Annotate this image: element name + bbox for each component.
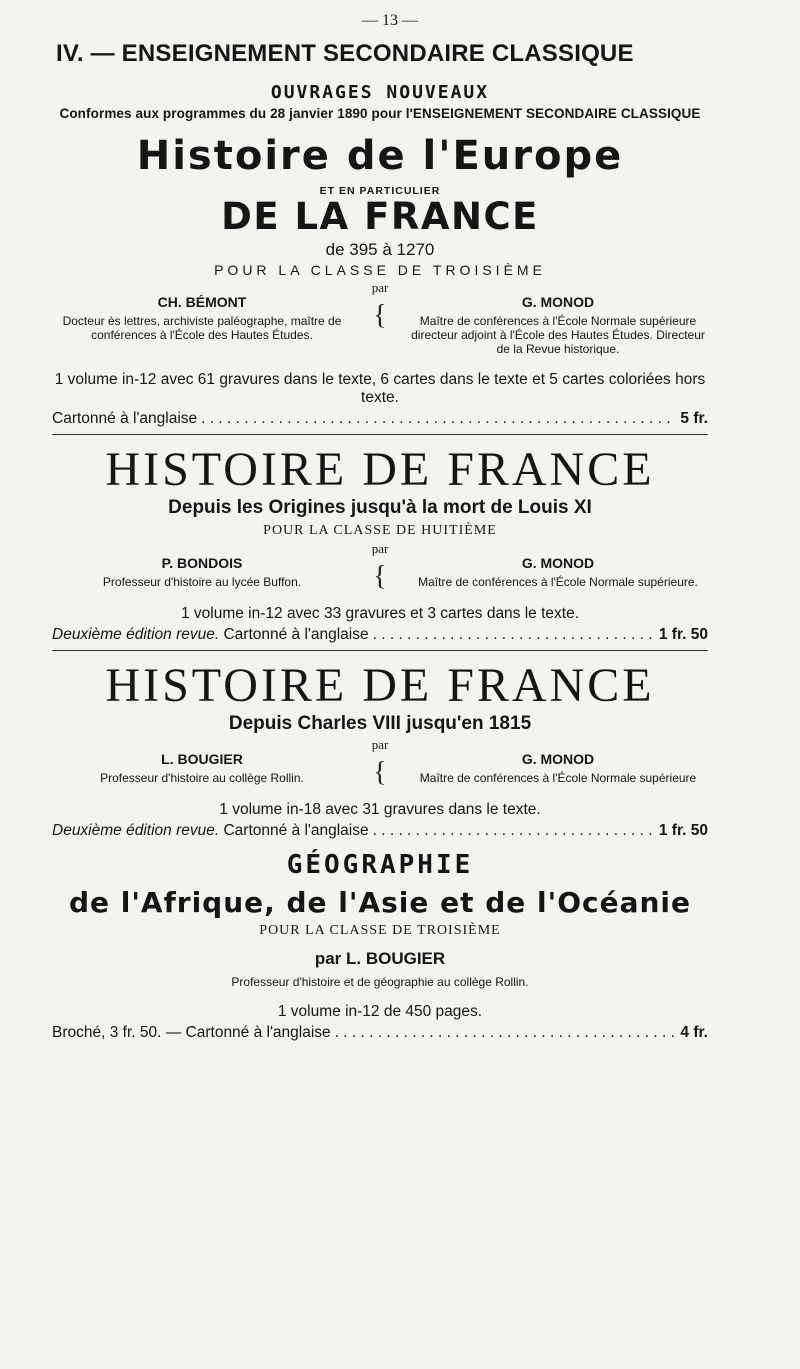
conformes-line: Conformes aux programmes du 28 janvier 1890 pour l'ENSEIGNEMENT SECONDAIRE CLASSIQUE [59, 106, 701, 121]
author-name: P. BONDOIS [161, 555, 243, 572]
ouvrages-heading: OUVRAGES NOUVEAUX [270, 82, 490, 103]
authors-block [52, 294, 708, 357]
price-line [52, 410, 708, 428]
section-title: IV. — ENSEIGNEMENT SECONDAIRE CLASSIQUE [56, 40, 634, 67]
author-name: L. BOUGIER [161, 751, 243, 768]
binding-text: Cartonné à l'anglaise [223, 822, 369, 840]
par-label: par [371, 737, 389, 753]
author-title: Professeur d'histoire au collège Rollin. [100, 771, 304, 786]
author-title: Maître de conférences à l'École Normale supérieure. [418, 575, 698, 590]
brace-divider: { [373, 757, 387, 789]
book-subtitle: ET EN PARTICULIER [319, 185, 441, 197]
price-line [52, 822, 708, 840]
leader-dots [335, 1024, 677, 1042]
author-left [52, 294, 352, 343]
price-line [52, 1024, 708, 1042]
book-class: POUR LA CLASSE DE HUITIÈME [263, 523, 497, 539]
author-title: Maître de conférences à l'École Normale supérieure [419, 771, 697, 786]
binding-label [52, 626, 369, 644]
author-title: Maître de conférences à l'École Normale supérieure directeur adjoint à l'École des Hautes Études. Directeur de la Revue historique. [411, 313, 705, 357]
book-title: GÉOGRAPHIE [286, 850, 474, 881]
author-right [408, 555, 708, 589]
volume-description: 1 volume in-18 avec 31 gravures dans le texte. [219, 801, 541, 819]
brace-divider: { [373, 561, 387, 593]
authors-block [52, 555, 708, 591]
leader-dots [201, 410, 676, 428]
book-dates: de 395 à 1270 [325, 239, 435, 259]
book-entry-histoire-2 [52, 661, 708, 840]
authors-block [52, 751, 708, 787]
page-number: — 13 — [362, 12, 418, 29]
binding-label [52, 822, 369, 840]
book-title: HISTOIRE DE FRANCE [105, 659, 655, 713]
catalog-page [52, 12, 708, 1042]
book-subtitle: Depuis Charles VIII jusqu'en 1815 [228, 713, 532, 735]
volume-description: 1 volume in-12 avec 61 gravures dans le texte, 6 cartes dans le texte et 5 cartes coloriées hors texte. [54, 370, 706, 407]
author-right [408, 751, 708, 785]
author-name: G. MONOD [521, 293, 595, 310]
author-title: Professeur d'histoire au lycée Buffon. [102, 575, 302, 590]
leader-dots [373, 822, 655, 840]
edition-label: Deuxième édition revue. [52, 822, 220, 840]
author-right [408, 294, 708, 357]
author-left [52, 751, 352, 785]
price: 1 fr. 50 [658, 822, 708, 840]
author-name: G. MONOD [521, 555, 595, 572]
author-left [52, 555, 352, 589]
volume-description: 1 volume in-12 avec 33 gravures et 3 cartes dans le texte. [180, 605, 580, 623]
author-title: Professeur d'histoire et de géographie au collège Rollin. [231, 975, 529, 990]
price: 1 fr. 50 [658, 626, 708, 644]
edition-label: Deuxième édition revue. [52, 626, 220, 644]
book-subtitle: Depuis les Origines jusqu'à la mort de Louis XI [168, 497, 592, 519]
par-label: par [371, 279, 389, 295]
volume-description: 1 volume in-12 de 450 pages. [277, 1003, 483, 1021]
book-title: Histoire de l'Europe [136, 133, 624, 179]
author-name: G. MONOD [521, 751, 595, 768]
par-label: par [371, 541, 389, 557]
binding-label: Cartonné à l'anglaise [52, 410, 198, 428]
leader-dots [373, 626, 655, 644]
binding-text: Cartonné à l'anglaise [223, 626, 369, 644]
brace-divider: { [373, 299, 387, 331]
author-name: CH. BÉMONT [157, 293, 247, 310]
divider [52, 434, 708, 435]
book-class: POUR LA CLASSE DE TROISIÈME [259, 923, 501, 939]
binding-label: Broché, 3 fr. 50. — Cartonné à l'anglaise [52, 1023, 331, 1041]
book-title: HISTOIRE DE FRANCE [105, 443, 655, 497]
price: 5 fr. [680, 410, 708, 428]
author-name: par L. BOUGIER [314, 949, 446, 969]
book-subtitle: de l'Afrique, de l'Asie et de l'Océanie [68, 886, 692, 920]
book-entry-histoire-1 [52, 445, 708, 644]
book-entry-geographie [52, 850, 708, 1042]
book-entry-europe [52, 135, 708, 428]
price-line [52, 626, 708, 644]
book-title-2: DE LA FRANCE [221, 195, 539, 238]
book-class: POUR LA CLASSE DE TROISIÈME [214, 261, 546, 278]
author-title: Docteur ès lettres, archiviste paléographe, maître de conférences à l'École des Hautes Études. [62, 313, 342, 343]
divider [52, 650, 708, 651]
price: 4 fr. [680, 1023, 708, 1041]
